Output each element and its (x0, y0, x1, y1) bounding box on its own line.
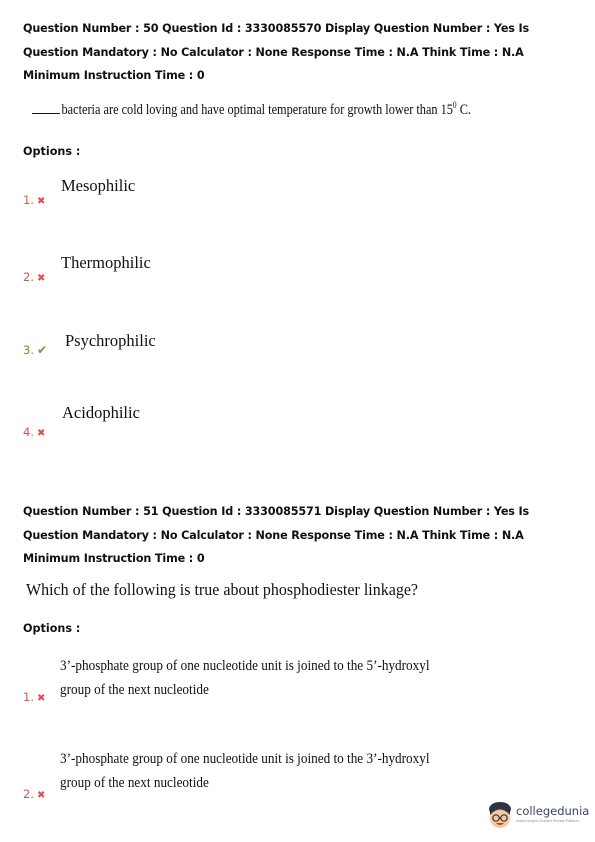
option-2-text[interactable]: Thermophilic (61, 253, 151, 272)
cross-icon: ✖ (36, 196, 46, 207)
options-label: Options : (23, 145, 81, 158)
option-1-text[interactable]: 3’-phosphate group of one nucleotide unit is joined to the 5’-hydroxyl group of the next nucleotide (60, 658, 430, 698)
option-3-number: 3. ✔ (23, 343, 48, 357)
logo-tagline: India's largest Student Review Platform (516, 819, 579, 823)
option-1-text[interactable]: Mesophilic (61, 176, 136, 195)
cross-icon: ✖ (36, 790, 46, 801)
option-1-number: 1. ✖ (23, 193, 46, 207)
logo-name: collegedunia (516, 804, 590, 818)
option-2-text[interactable]: 3’-phosphate group of one nucleotide unit is joined to the 3’-hydroxyl group of the next nucleotide (60, 751, 430, 791)
options-label: Options : (23, 622, 81, 635)
question-50-text: bacteria are cold loving and have optimal temperature for growth lower than $15^0$ C. (32, 100, 471, 119)
option-1-number: 1. ✖ (23, 690, 46, 704)
check-icon: ✔ (36, 343, 48, 357)
answer-blank (32, 103, 60, 114)
question-51-text: Which of the following is true about phosphodiester linkage? (26, 580, 419, 599)
cross-icon: ✖ (36, 693, 46, 704)
option-2-number: 2. ✖ (23, 787, 46, 801)
cross-icon: ✖ (36, 273, 46, 284)
option-2-number: 2. ✖ (23, 270, 46, 284)
question-51-meta: Question Number : 51 Question Id : 3330085571 Display Question Number : Yes Is Question Mandatory : No Calculator : None Response Time : N.A Think Time : N.A Minimum Instruction Time : 0 (23, 505, 530, 565)
option-4-text[interactable]: Acidophilic (62, 403, 140, 422)
cross-icon: ✖ (36, 428, 46, 439)
question-50-meta: Question Number : 50 Question Id : 3330085570 Display Question Number : Yes Is Question Mandatory : No Calculator : None Response Time : N.A Think Time : N.A Minimum Instruction Time : 0 (23, 22, 530, 82)
option-3-text[interactable]: Psychrophilic (65, 331, 156, 350)
option-4-number: 4. ✖ (23, 425, 46, 439)
student-face-icon (486, 802, 514, 832)
collegedunia-logo (486, 798, 590, 834)
